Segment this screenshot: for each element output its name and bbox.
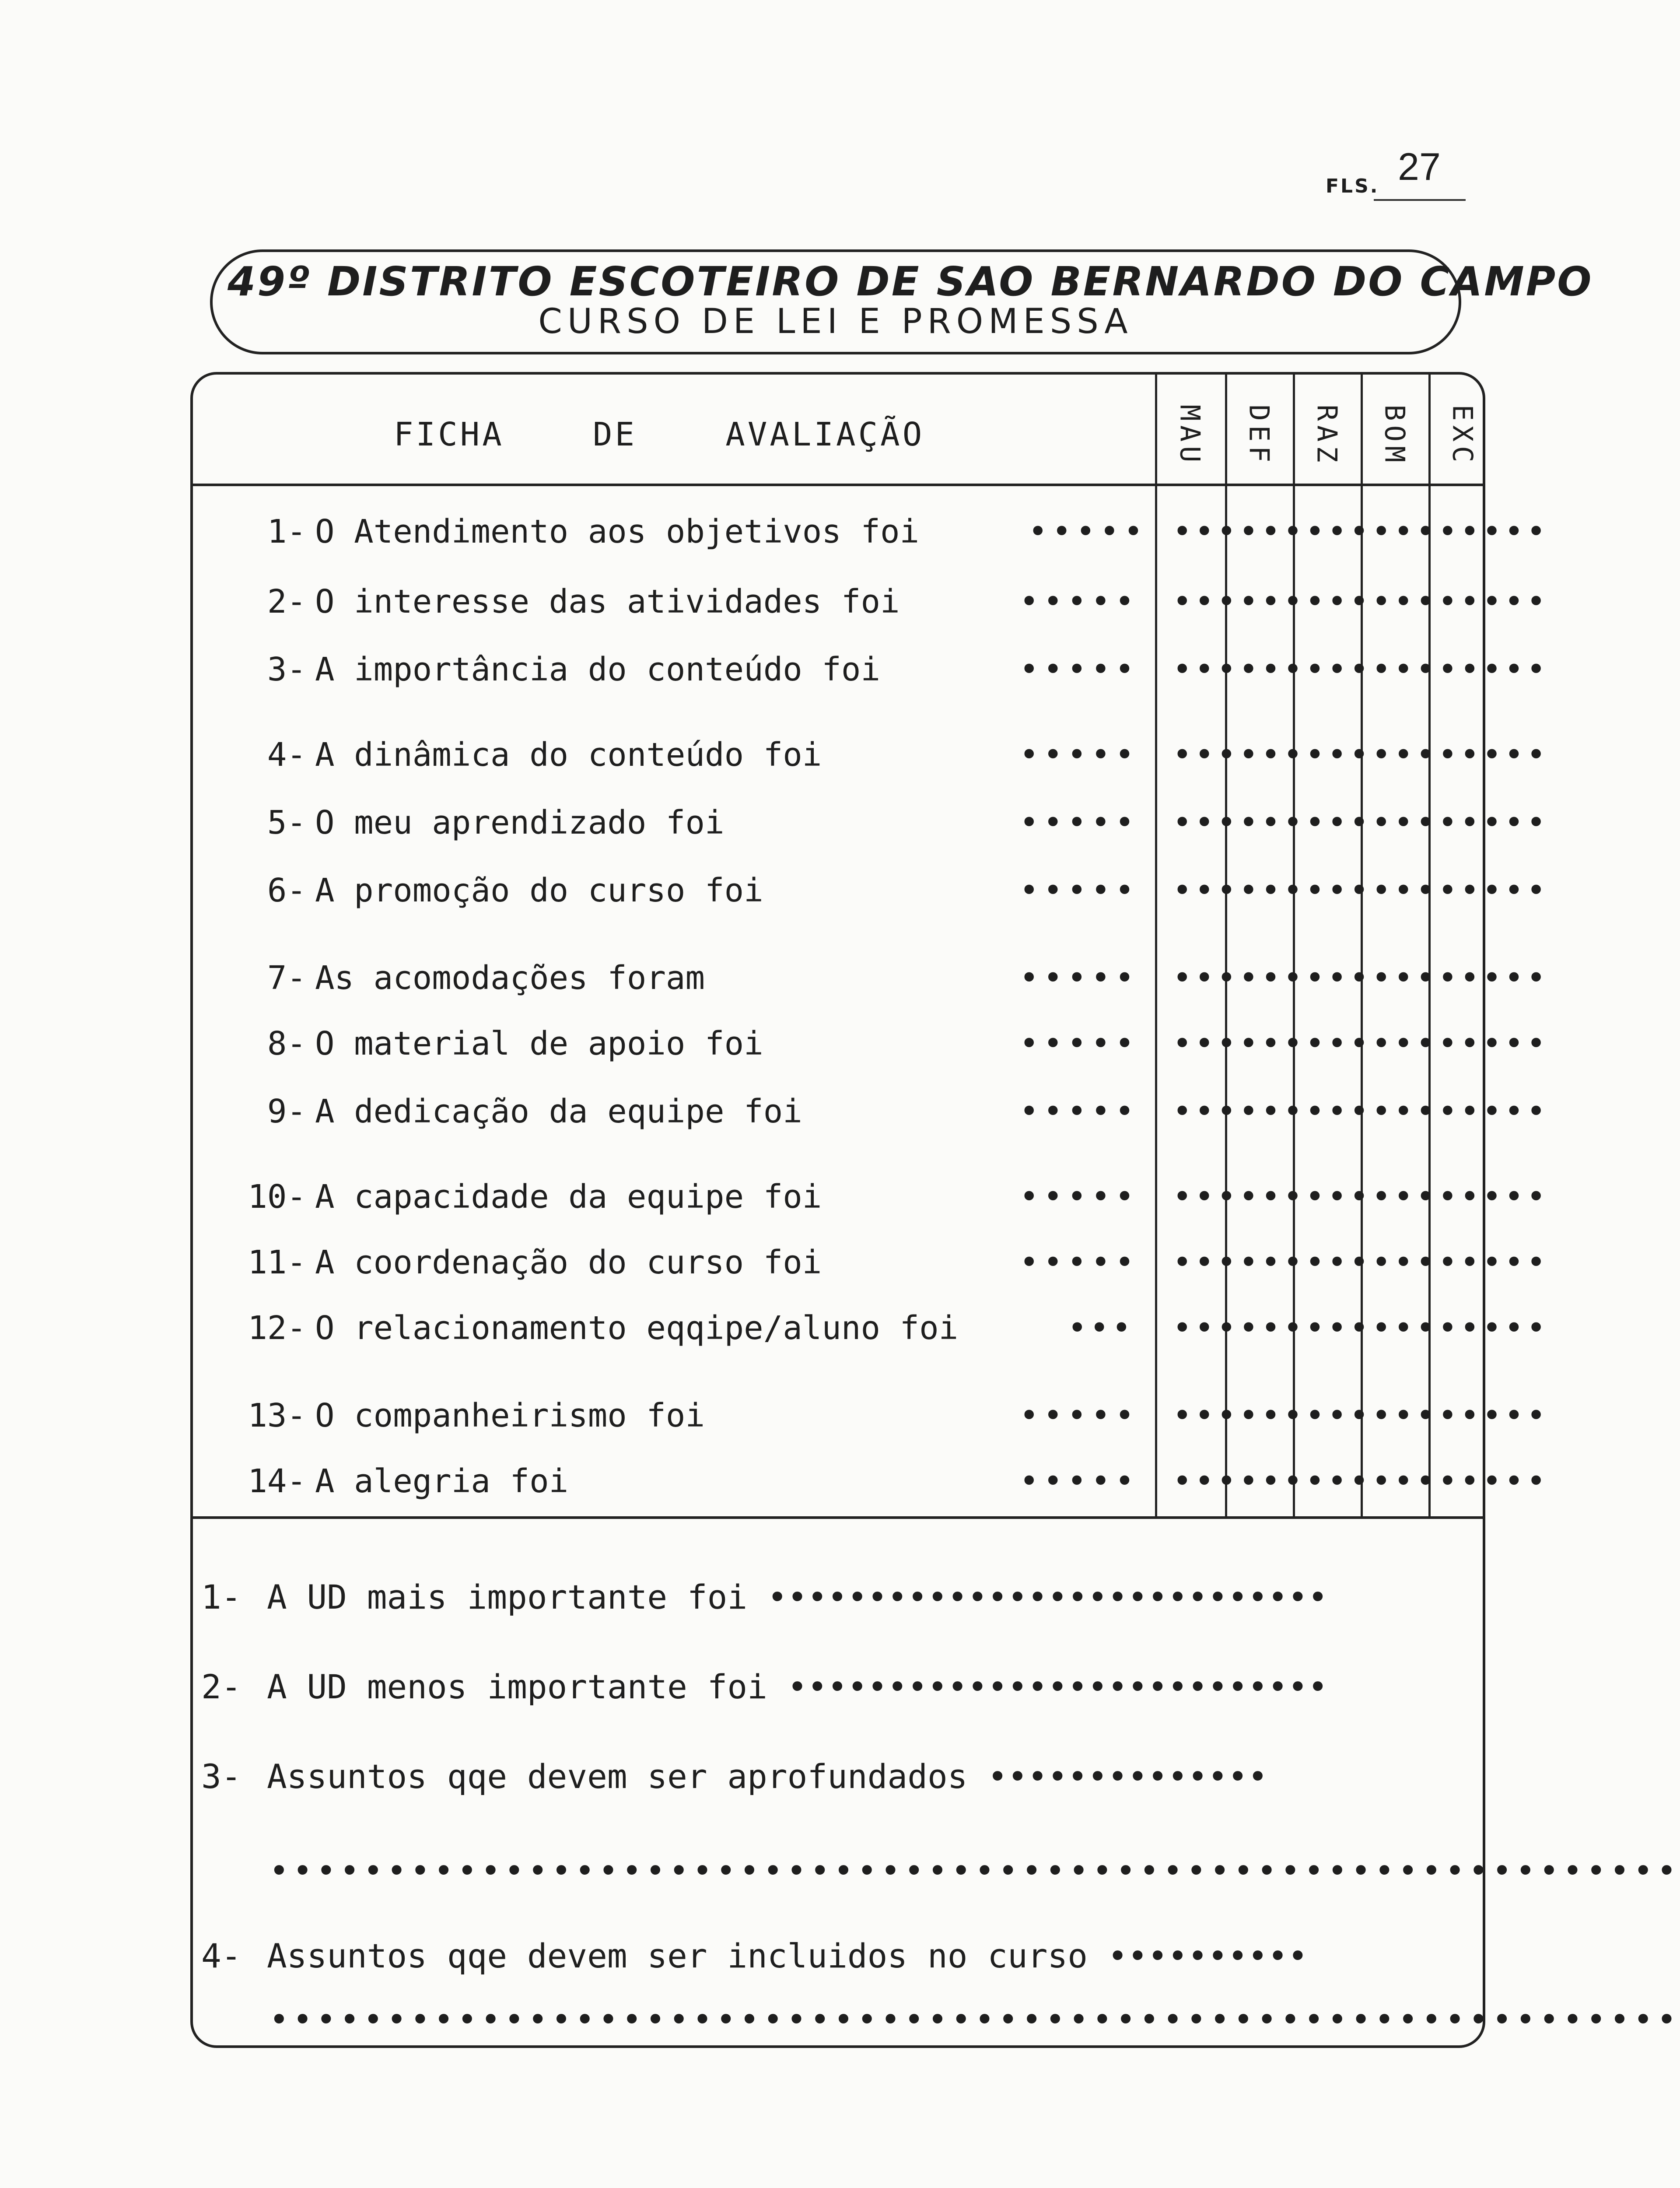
item-number: 11-: [248, 1244, 306, 1281]
rating-dots[interactable]: •••••••••••••••••: [1172, 513, 1549, 551]
rating-dots[interactable]: •••••••••••••••••: [1172, 804, 1549, 842]
answer-dot-line[interactable]: ••••••••••••••••••••••••••••••••••••••••••••••••••••••••••••: [269, 2000, 1680, 2039]
item-number: 1-: [267, 513, 306, 551]
question-number: 1-: [201, 1578, 242, 1616]
item-text: A promoção do curso foi: [315, 872, 763, 909]
page-number-label: FLS.: [1326, 175, 1379, 197]
question-text[interactable]: Assuntos qqe devem ser aprofundados ••••••••••••••: [267, 1757, 1268, 1796]
item-text: A dinâmica do conteúdo foi: [315, 736, 822, 774]
item-text: O companheirismo foi: [315, 1397, 705, 1434]
evaluation-item: [206, 1457, 1549, 1505]
evaluation-item: [206, 645, 1549, 694]
item-leader-dots: •••••: [1019, 1093, 1139, 1130]
column-header-def: DEF: [1243, 404, 1275, 466]
item-number: 14-: [248, 1462, 306, 1500]
item-number: 10-: [248, 1178, 306, 1216]
item-number: 2-: [267, 583, 306, 621]
item-number: 6-: [267, 872, 306, 909]
section-divider: [192, 1516, 1484, 1519]
item-leader-dots: •••••: [1028, 513, 1148, 551]
item-text: As acomodações foram: [315, 959, 705, 997]
question-text[interactable]: A UD mais importante foi ••••••••••••••••••••••••••••: [267, 1578, 1328, 1616]
item-text: O relacionamento eqqipe/aluno foi: [315, 1309, 959, 1347]
item-leader-dots: •••: [1068, 1309, 1134, 1347]
item-leader-dots: •••••: [1019, 959, 1139, 997]
column-header-raz: RAZ: [1311, 404, 1343, 466]
item-number: 8-: [267, 1025, 306, 1062]
evaluation-item: [206, 731, 1549, 779]
question-number: 2-: [201, 1667, 242, 1706]
item-text: A alegria foi: [315, 1462, 569, 1500]
rating-dots[interactable]: •••••••••••••••••: [1172, 1309, 1549, 1347]
column-header-mau: MAU: [1174, 404, 1206, 466]
item-text: O material de apoio foi: [315, 1025, 763, 1062]
evaluation-item: [206, 578, 1549, 626]
evaluation-item: [206, 1392, 1549, 1440]
question-text[interactable]: Assuntos qqe devem ser incluidos no curso ••••••••••: [267, 1936, 1308, 1975]
evaluation-item: [206, 954, 1549, 1002]
form-title: FICHA DE AVALIAÇÃO: [394, 416, 925, 453]
item-leader-dots: •••••: [1019, 804, 1139, 842]
open-question: [201, 1571, 1470, 1623]
item-leader-dots: •••••: [1019, 1397, 1139, 1434]
rating-dots[interactable]: •••••••••••••••••: [1172, 736, 1549, 774]
open-question: [201, 1750, 1470, 1803]
item-text: A dedicação da equipe foi: [315, 1093, 802, 1130]
item-number: 12-: [248, 1309, 306, 1347]
column-header-exc: EXC: [1446, 404, 1479, 466]
evaluation-item: [206, 1087, 1549, 1136]
rating-dots[interactable]: •••••••••••••••••: [1172, 583, 1549, 621]
item-text: O Atendimento aos objetivos foi: [315, 513, 920, 551]
item-number: 3-: [267, 651, 306, 688]
question-number: 3-: [201, 1757, 242, 1796]
form-header-divider: [192, 484, 1484, 486]
district-title: 49º DISTRITO ESCOTEIRO DE SAO BERNARDO DO CAMPO: [228, 258, 1593, 305]
item-number: 9-: [267, 1093, 306, 1130]
evaluation-item: [206, 1173, 1549, 1221]
item-leader-dots: •••••: [1019, 736, 1139, 774]
item-number: 7-: [267, 959, 306, 997]
evaluation-item: [206, 866, 1549, 915]
rating-dots[interactable]: •••••••••••••••••: [1172, 1244, 1549, 1281]
item-leader-dots: •••••: [1019, 872, 1139, 909]
item-number: 5-: [267, 804, 306, 842]
question-number: 4-: [201, 1936, 242, 1975]
rating-dots[interactable]: •••••••••••••••••: [1172, 1397, 1549, 1434]
item-text: O interesse das atividades foi: [315, 583, 900, 621]
evaluation-item: [206, 508, 1549, 556]
open-question: [201, 1661, 1470, 1713]
column-header-bom: BOM: [1379, 404, 1411, 466]
item-leader-dots: •••••: [1019, 651, 1139, 688]
rating-dots[interactable]: •••••••••••••••••: [1172, 959, 1549, 997]
open-question: [201, 1930, 1470, 1982]
item-text: A coordenação do curso foi: [315, 1244, 822, 1281]
page-number: 27: [1398, 145, 1441, 188]
course-subtitle: CURSO DE LEI E PROMESSA: [538, 302, 1133, 341]
rating-dots[interactable]: •••••••••••••••••: [1172, 1025, 1549, 1062]
evaluation-item: [206, 1304, 1549, 1352]
page-number-underline: [1374, 199, 1466, 201]
rating-dots[interactable]: •••••••••••••••••: [1172, 1178, 1549, 1216]
item-text: A importância do conteúdo foi: [315, 651, 881, 688]
rating-dots[interactable]: •••••••••••••••••: [1172, 651, 1549, 688]
evaluation-item: [206, 1238, 1549, 1287]
item-text: A capacidade da equipe foi: [315, 1178, 822, 1216]
rating-dots[interactable]: •••••••••••••••••: [1172, 1462, 1549, 1500]
rating-dots[interactable]: •••••••••••••••••: [1172, 872, 1549, 909]
item-leader-dots: •••••: [1019, 1178, 1139, 1216]
item-number: 13-: [248, 1397, 306, 1434]
item-leader-dots: •••••: [1019, 583, 1139, 621]
evaluation-item: [206, 799, 1549, 847]
item-number: 4-: [267, 736, 306, 774]
rating-dots[interactable]: •••••••••••••••••: [1172, 1093, 1549, 1130]
item-text: O meu aprendizado foi: [315, 804, 724, 842]
answer-dot-line[interactable]: ••••••••••••••••••••••••••••••••••••••••••••••••••••••••••••: [269, 1851, 1680, 1890]
item-leader-dots: •••••: [1019, 1462, 1139, 1500]
item-leader-dots: •••••: [1019, 1244, 1139, 1281]
item-leader-dots: •••••: [1019, 1025, 1139, 1062]
question-text[interactable]: A UD menos importante foi •••••••••••••••••••••••••••: [267, 1667, 1328, 1706]
evaluation-item: [206, 1020, 1549, 1068]
